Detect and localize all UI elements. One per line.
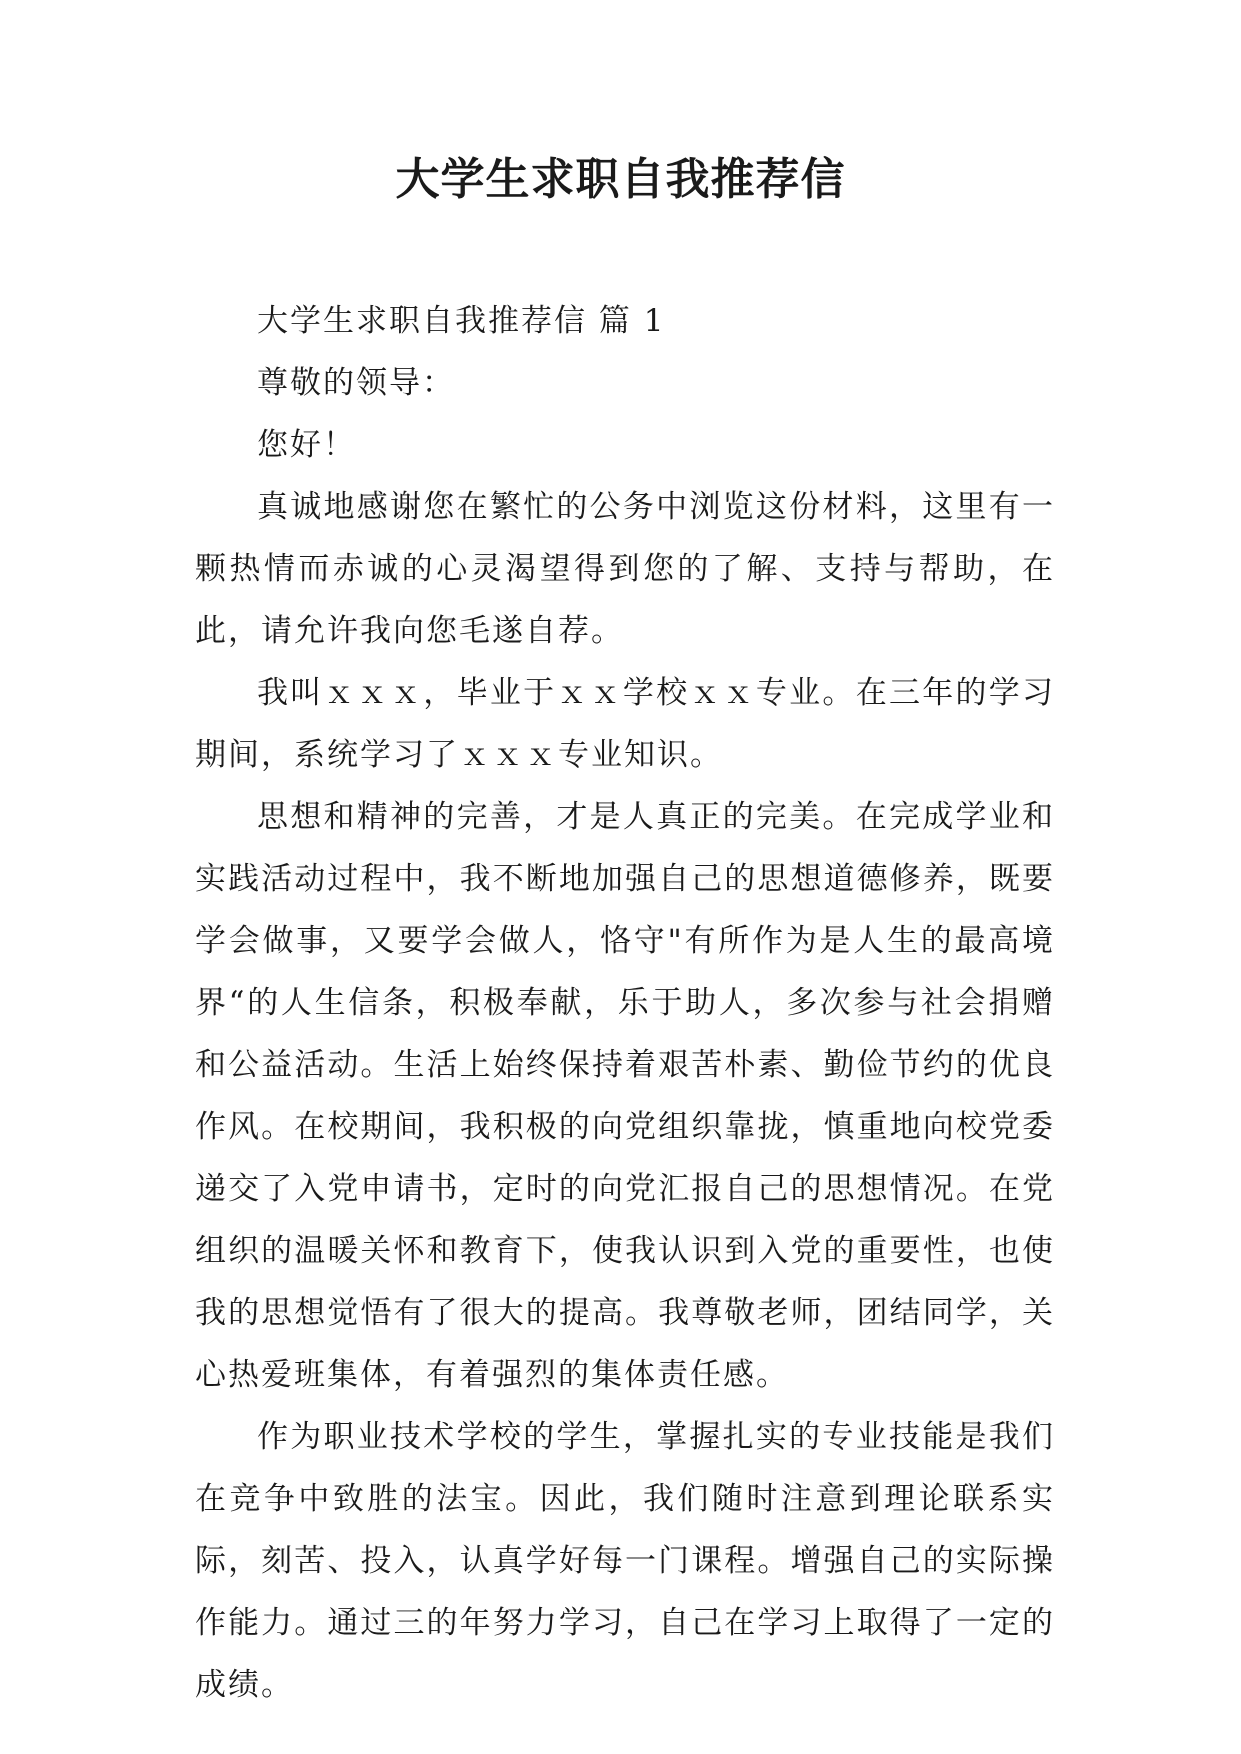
paragraph: 思想和精神的完善，才是人真正的完美。在完成学业和实践活动过程中，我不断地加强自己的思想道德修养，既要学会做事，又要学会做人，恪守"有所作为是人生的最高境界“的人生信条，积极奉献，乐于助人，多次参与社会捐赠和公益活动。生活上始终保持着艰苦朴素、勤俭节约的优良作风。在校期间，我积极的向党组织靠拢，慎重地向校党委递交了入党申请书，定时的向党汇报自己的思想情况。在党组织的温暖关怀和教育下，使我认识到入党的重要性，也使我的思想觉悟有了很大的提高。我尊敬老师，团结同学，关心热爱班集体，有着强烈的集体责任感。 <box>195 799 1055 1393</box>
greeting: 您好！ <box>257 427 356 463</box>
letter-body <box>195 290 1055 1716</box>
letter-heading: 大学生求职自我推荐信 篇 1 <box>257 303 666 339</box>
paragraph: 我叫ｘｘｘ，毕业于ｘｘ学校ｘｘ专业。在三年的学习期间，系统学习了ｘｘｘ专业知识。 <box>195 675 1055 773</box>
paragraph: 作为职业技术学校的学生，掌握扎实的专业技能是我们在竞争中致胜的法宝。因此，我们随时注意到理论联系实际，刻苦、投入，认真学好每一门课程。增强自己的实际操作能力。通过三的年努力学习，自己在学习上取得了一定的成绩。 <box>195 1419 1055 1703</box>
paragraph: 真诚地感谢您在繁忙的公务中浏览这份材料，这里有一颗热情而赤诚的心灵渴望得到您的了解、支持与帮助，在此，请允许我向您毛遂自荐。 <box>195 489 1055 649</box>
document-title: 大学生求职自我推荐信 <box>395 154 846 205</box>
salutation: 尊敬的领导： <box>257 365 455 401</box>
